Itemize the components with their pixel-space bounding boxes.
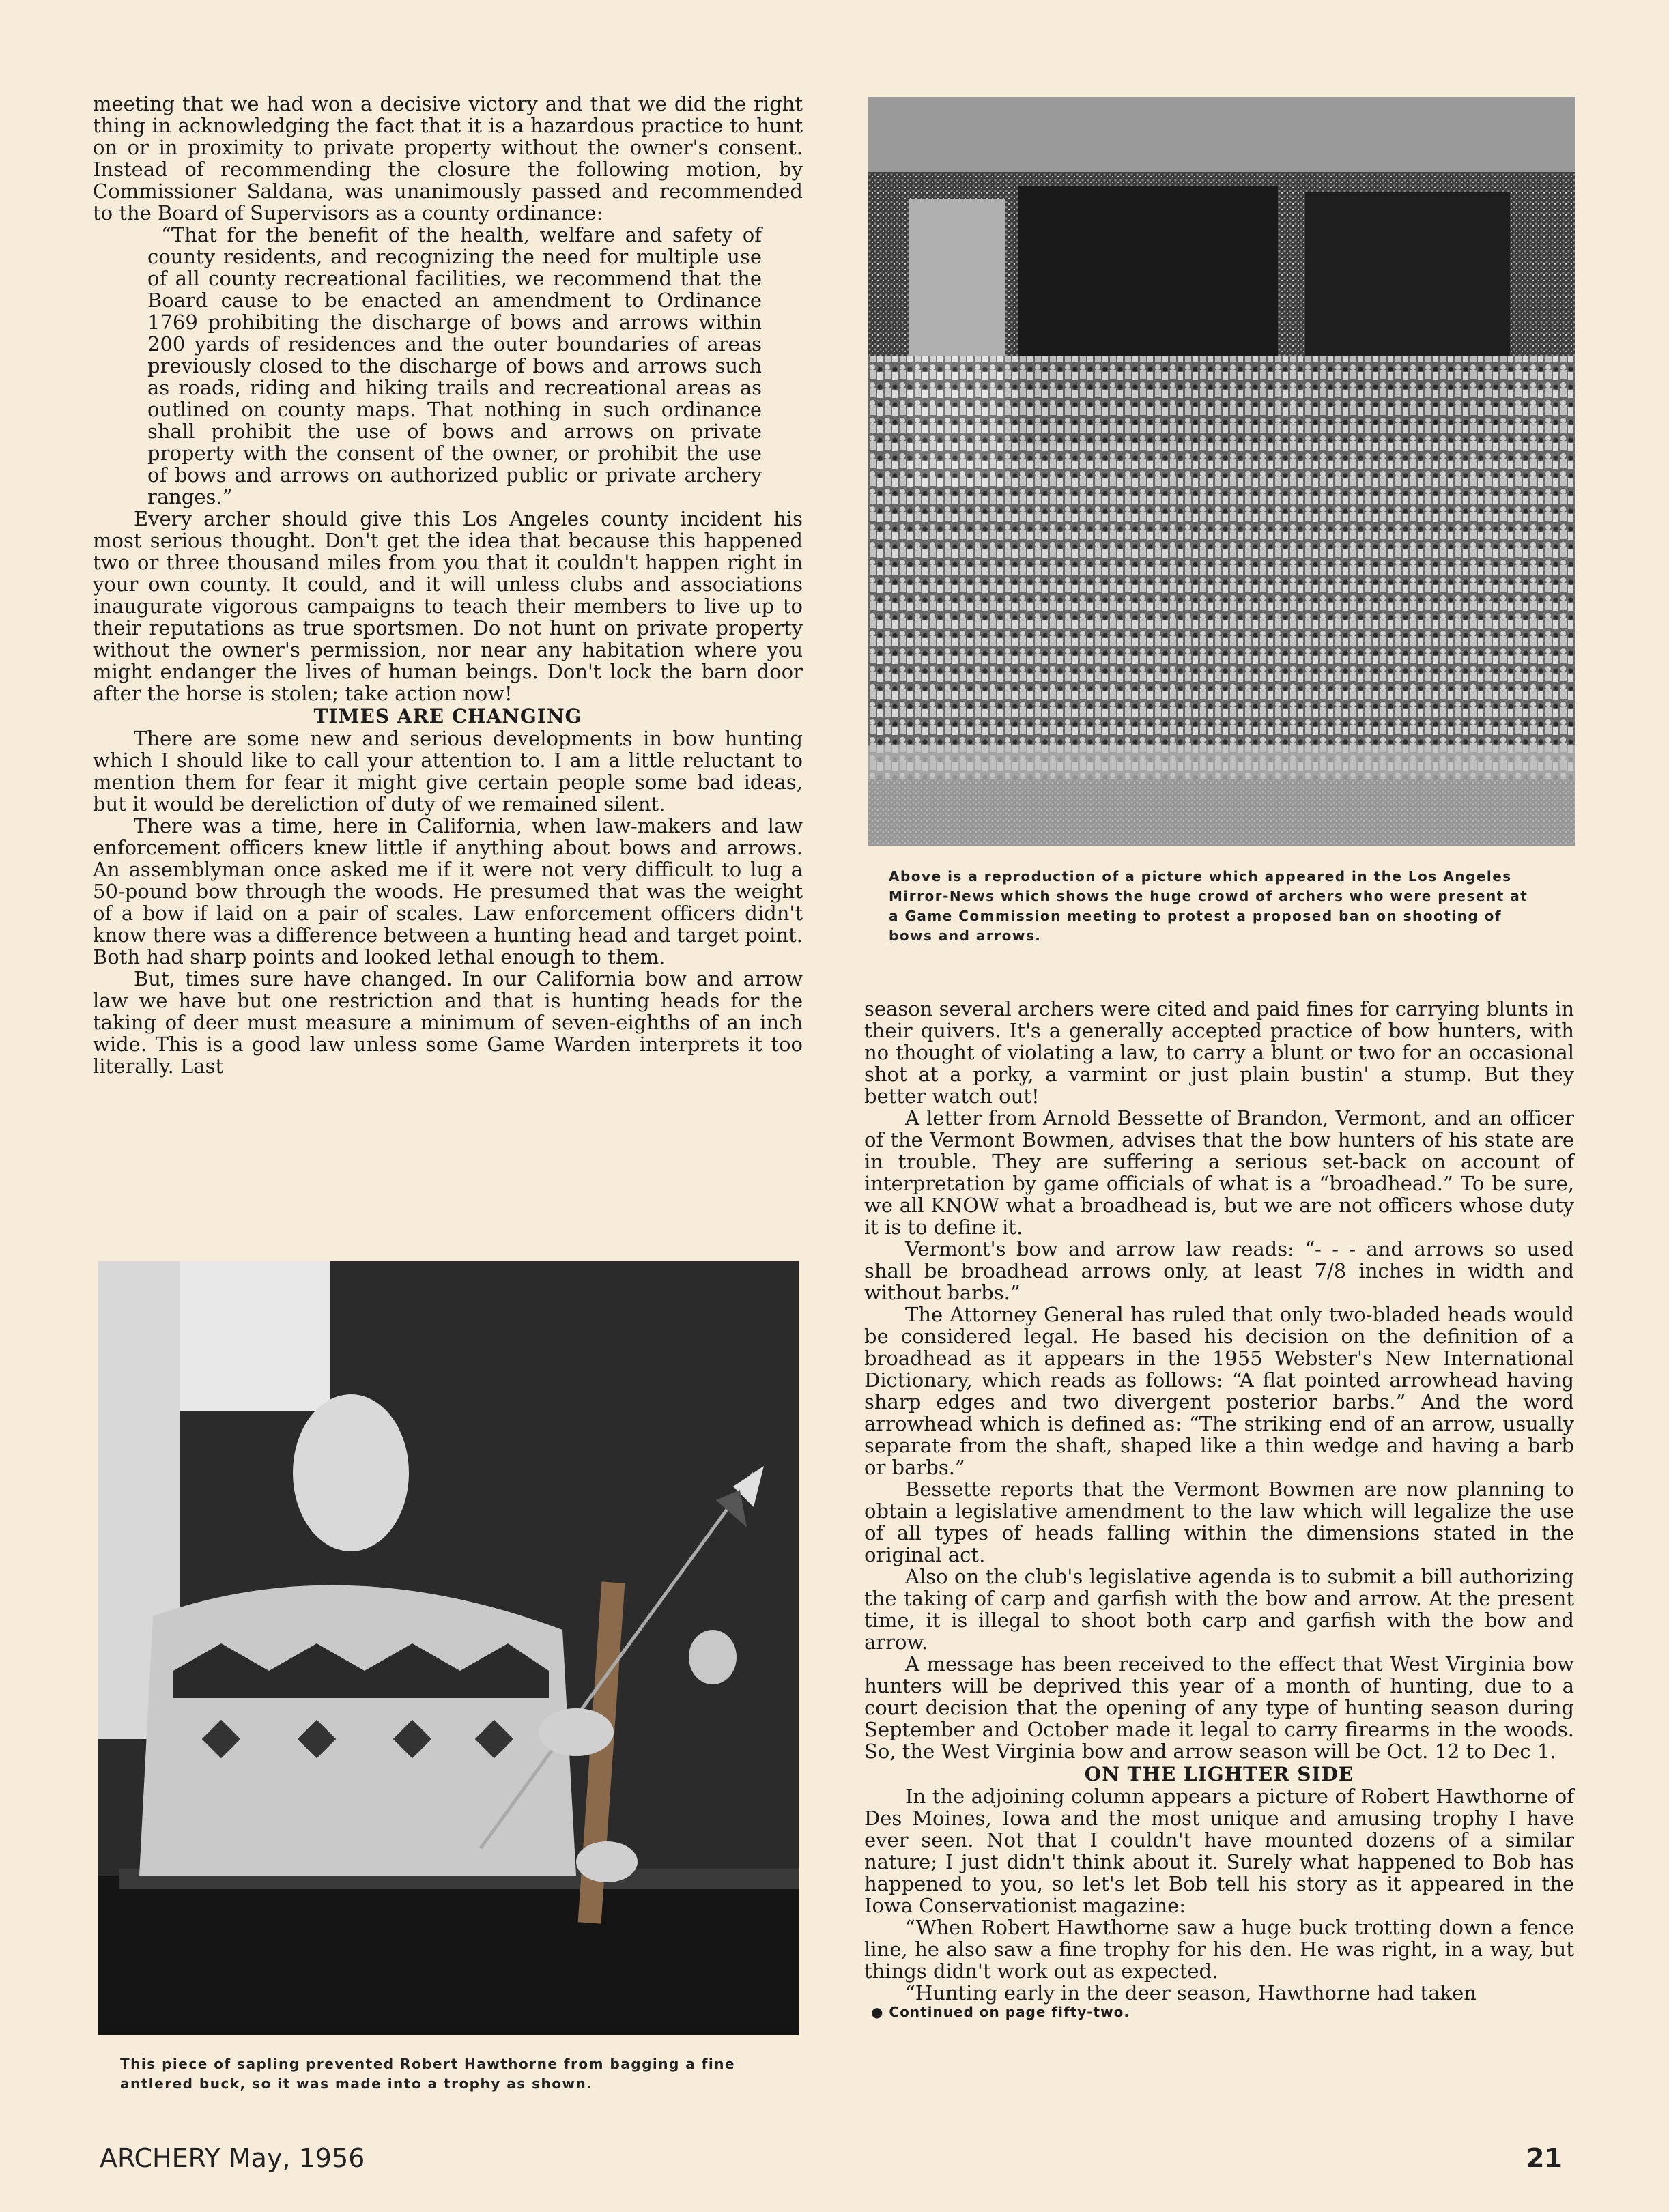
body-paragraph: A letter from Arnold Bessette of Brandon, Vermont, and an officer of the Vermont Bowmen, advises that the bow hunters of his state are in trouble. They are suffering a serious set-back on account of interpretation by game officials of what is a “broadhead.” To be sure, we all KNOW what a broadhead is, but we are not officers whose duty it is to define it. [864,1106,1574,1239]
crowd-photo-image [868,97,1575,846]
body-paragraph: “When Robert Hawthorne saw a huge buck trotting down a fence line, he also saw a fine trophy for his den. He was right, in a way, but things didn't work out as expected. [864,1916,1574,1983]
body-paragraph: meeting that we had won a decisive victory and that we did the right thing in acknowledging the fact that it is a hazardous practice to hunt on or in proximity to private property without the owner's consent. Instead of recommending the closure the following motion, by Commissioner Saldana, was unanimously passed and recommended to the Board of Supervisors as a county ordinance: [93,92,803,225]
magazine-footer: ARCHERY May, 1956 [100,2143,365,2173]
body-paragraph: “Hunting early in the deer season, Hawthorne had taken [905,1981,1477,2005]
body-paragraph: There was a time, here in California, when law-makers and law enforcement officers knew little if anything about bows and arrows. An assemblyman once asked me if it were not very difficult to lug a 50-pound bow through the woods. He presumed that was the weight of a bow if laid on a pair of scales. Law enforcement officers didn't know there was a difference between a hunting head and target point. Both had sharp points and looked lethal enough to them. [93,814,803,968]
crowd-photo-caption: Above is a reproduction of a picture which appeared in the Los Angeles Mirror-News which shows the huge crowd of archers who were present at a Game Commission meeting to protest a proposed ban on shooting of bows and arrows. [889,868,1528,944]
hawthorne-trophy-image [98,1261,799,2035]
body-paragraph: Also on the club's legislative agenda is to submit a bill authorizing the taking of carp and garfish with the bow and arrow. At the present time, it is illegal to shoot both carp and garfish with the bow and arrow. [864,1565,1574,1654]
ordinance-quote: “That for the benefit of the health, welfare and safety of county residents, and recognizing the need for multiple use of all county recreational facilities, we recommend that the Board cause to be enacted an amendment to Ordinance 1769 prohibiting the discharge of bows and arrows within 200 yards of residences and the outer boundaries of areas previously closed to the discharge of bows and arrows such as roads, riding and hiking trails and recreational areas as outlined on county maps. That nothing in such ordinance shall prohibit the use of bows and arrows on private property with the consent of the owner, or prohibit the use of bows and arrows on authorized public or private archery ranges.” [147,223,762,508]
section-heading-on-the-lighter-side: ON THE LIGHTER SIDE [1084,1763,1354,1785]
body-paragraph: Vermont's bow and arrow law reads: “- - - and arrows so used shall be broadhead arrows only, at least 7/8 inches in width and without barbs.” [864,1237,1574,1304]
body-paragraph: Every archer should give this Los Angeles county incident his most serious thought. Don't get the idea that because this happened two or three thousand miles from you that it couldn't happen right in your own county. It could, and it will unless clubs and associations inaugurate vigorous campaigns to teach their members to live up to their reputations as true sportsmen. Do not hunt on private property without the owner's permission, nor near any habitation where you might endanger the lives of human beings. Don't lock the barn door after the horse is stolen; take action now! [93,507,803,705]
crowd-photo [868,97,1575,846]
left-column-text [93,93,803,1077]
hawthorne-trophy-photo [98,1261,799,2035]
page-number: 21 [1526,2143,1563,2173]
body-paragraph: Bessette reports that the Vermont Bowmen are now planning to obtain a legislative amendment to the law which will legalize the use of all types of heads falling within the dimensions stated in the original act. [864,1478,1574,1566]
body-paragraph: But, times sure have changed. In our California bow and arrow law we have but one restriction and that is hunting heads for the taking of deer must measure a minimum of seven-eighths of an inch wide. This is a good law unless some Game Warden interprets it too literally. Last [93,967,803,1078]
body-paragraph: The Attorney General has ruled that only two-bladed heads would be considered legal. He based his decision on the definition of a broadhead as it appears in the 1955 Webster's New International Dictionary, which reads as follows: “A flat pointed arrowhead having sharp edges and two divergent posterior barbs.” And the word arrowhead which is defined as: “The striking end of an arrow, usually separate from the shaft, shaped like a thin wedge and having a barb or barbs.” [864,1303,1574,1479]
hawthorne-photo-caption: This piece of sapling prevented Robert Hawthorne from bagging a fine antlered buck, so it was made into a trophy as shown. [120,2056,736,2092]
body-paragraph: A message has been received to the effect that West Virginia bow hunters will be deprived this year of a month of hunting, due to a court decision that the opening of any type of hunting season during September and October made it legal to carry firearms in the woods. So, the West Virginia bow and arrow season will be Oct. 12 to Dec 1. [864,1652,1574,1763]
right-column-text [864,998,1574,2020]
body-paragraph: In the adjoining column appears a picture of Robert Hawthorne of Des Moines, Iowa and the most unique and amusing trophy I have ever seen. Not that I couldn't have mounted dozens of a similar nature; I just didn't think about it. Surely what happened to Bob has happened to you, so let's let Bob tell his story as it appeared in the Iowa Conservationist magazine: [864,1785,1574,1917]
body-paragraph: season several archers were cited and paid fines for carrying blunts in their quivers. It's a generally accepted practice of bow hunters, with no thought of violating a law, to carry a blunt or two for an occasional shot at a porky, a varmint or just plain bustin' a stump. But they better watch out! [864,997,1574,1108]
body-paragraph: There are some new and serious developments in bow hunting which I should like to call your attention to. I am a little reluctant to mention them for fear it might give certain people some bad ideas, but it would be dereliction of duty of we remained silent. [93,727,803,816]
continued-note: ● Continued on page fifty-two. [871,2004,1130,2020]
section-heading-times-are-changing: TIMES ARE CHANGING [313,705,582,728]
